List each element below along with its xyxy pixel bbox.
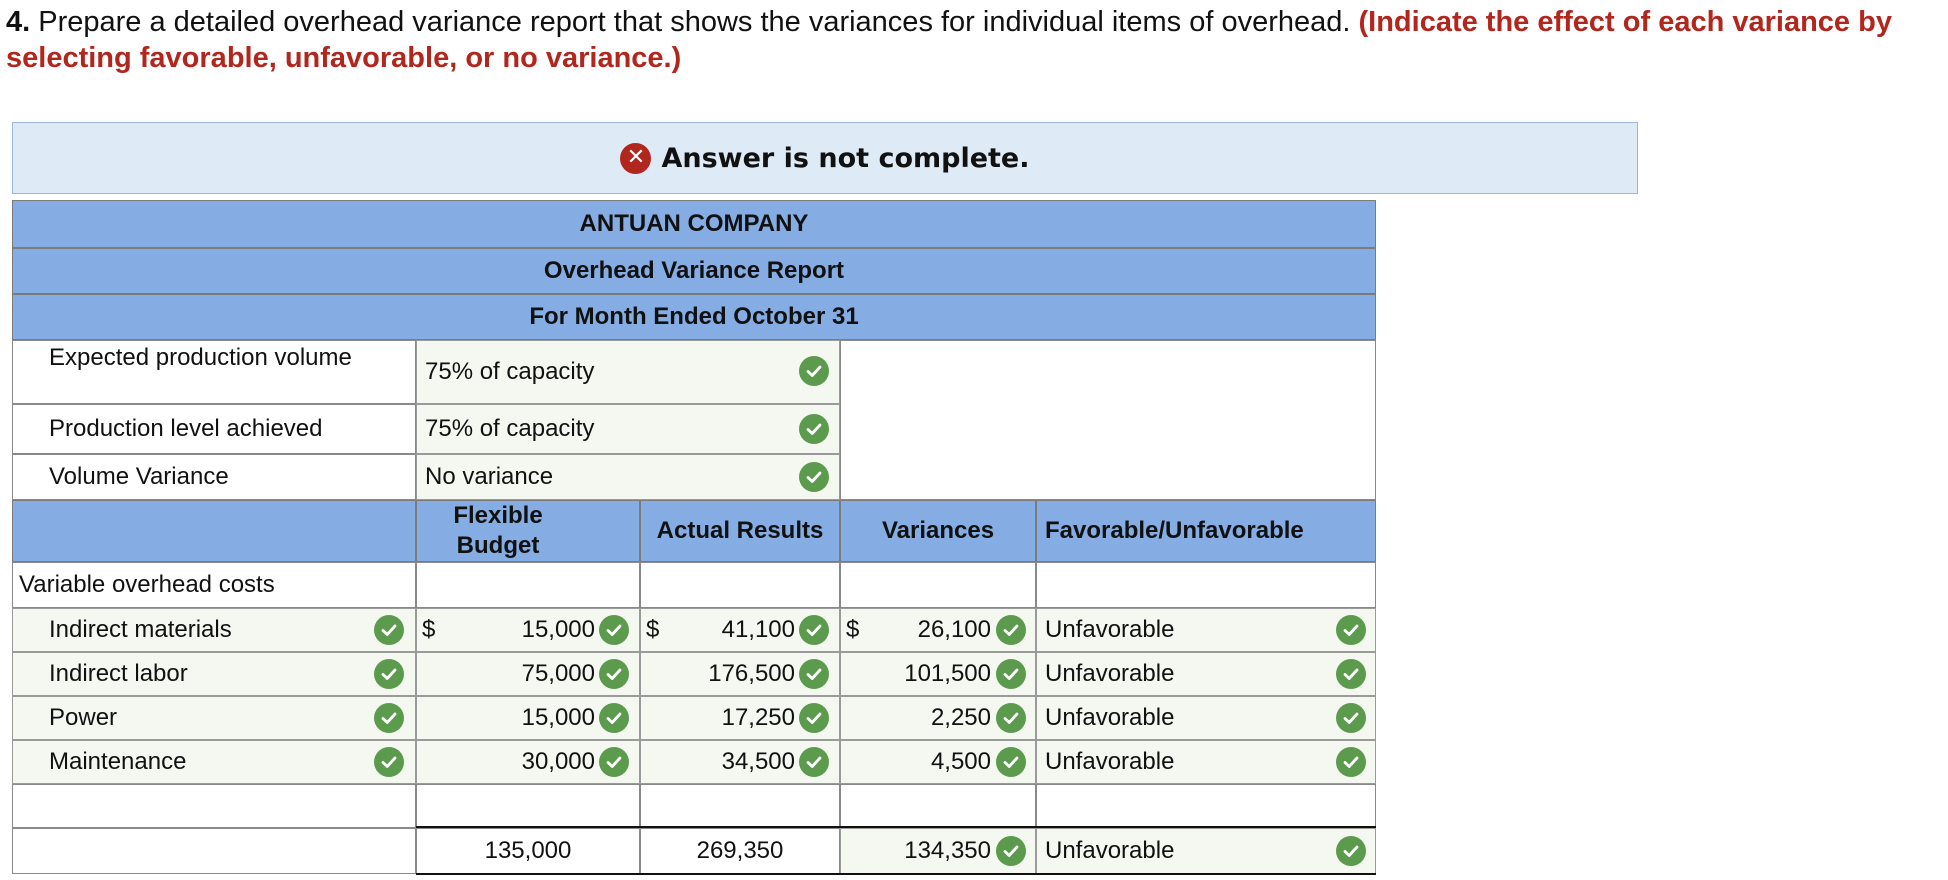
check-icon <box>996 703 1026 733</box>
actual-results-indirect-labor[interactable]: 176,500 <box>640 652 840 696</box>
check-icon <box>599 615 629 645</box>
check-icon <box>996 747 1026 777</box>
question-number: 4. <box>6 6 31 38</box>
empty-cell <box>1036 784 1376 828</box>
total-variance[interactable]: 134,350 <box>840 828 1036 874</box>
answer-status-banner <box>12 122 1638 194</box>
report-company: ANTUAN COMPANY <box>12 200 1376 248</box>
answer-status-text: Answer is not complete. <box>661 142 1030 174</box>
check-icon <box>1336 659 1366 689</box>
blank-area <box>840 340 1376 500</box>
check-icon <box>1336 747 1366 777</box>
column-header-variances: Variances <box>840 500 1036 562</box>
column-header-blank <box>12 500 416 562</box>
section-label-variable-overhead: Variable overhead costs <box>12 562 416 608</box>
check-icon <box>1336 836 1366 866</box>
total-label-cell <box>12 828 416 874</box>
effect-select-indirect-materials[interactable]: Unfavorable <box>1036 608 1376 652</box>
actual-results-indirect-materials[interactable]: 41,100 <box>640 608 840 652</box>
currency-symbol: $ <box>646 616 660 643</box>
check-icon <box>996 836 1026 866</box>
check-icon <box>599 747 629 777</box>
check-icon <box>996 659 1026 689</box>
actual-results-maintenance[interactable]: 34,500 <box>640 740 840 784</box>
check-icon <box>1336 615 1366 645</box>
empty-cell <box>640 784 840 828</box>
check-icon <box>799 462 829 492</box>
check-icon <box>799 414 829 444</box>
overhead-variance-report-table <box>12 200 1376 880</box>
row-label-indirect-labor[interactable]: Indirect labor <box>12 652 416 696</box>
column-header-actual-results: Actual Results <box>640 500 840 562</box>
question-instruction: (Indicate the effect of each variance by selecting favorable, unfavorable, or no variance.) <box>6 6 1892 74</box>
check-icon <box>996 615 1026 645</box>
empty-cell <box>640 562 840 608</box>
effect-select-indirect-labor[interactable]: Unfavorable <box>1036 652 1376 696</box>
report-period: For Month Ended October 31 <box>12 294 1376 340</box>
production-level-input[interactable]: 75% of capacity <box>416 404 840 454</box>
empty-cell <box>416 784 640 828</box>
row-label-power[interactable]: Power <box>12 696 416 740</box>
flexible-budget-maintenance[interactable]: 30,000 <box>416 740 640 784</box>
variance-indirect-labor[interactable]: 101,500 <box>840 652 1036 696</box>
check-icon <box>799 747 829 777</box>
report-title: Overhead Variance Report <box>12 248 1376 294</box>
effect-select-power[interactable]: Unfavorable <box>1036 696 1376 740</box>
check-icon <box>799 659 829 689</box>
check-icon <box>374 703 404 733</box>
question-body: Prepare a detailed overhead variance report that shows the variances for individual items of overhead. <box>30 6 1359 38</box>
check-icon <box>1336 703 1366 733</box>
total-actual-results: 269,350 <box>640 828 840 874</box>
row-label-maintenance[interactable]: Maintenance <box>12 740 416 784</box>
check-icon <box>799 356 829 386</box>
flexible-budget-power[interactable]: 15,000 <box>416 696 640 740</box>
check-icon <box>599 659 629 689</box>
check-icon <box>374 747 404 777</box>
x-circle-icon: ✕ <box>620 143 651 174</box>
total-rule <box>416 826 1376 828</box>
total-effect-select[interactable]: Unfavorable <box>1036 828 1376 874</box>
empty-cell <box>840 562 1036 608</box>
check-icon <box>799 703 829 733</box>
row-label-indirect-materials[interactable]: Indirect materials <box>12 608 416 652</box>
volume-variance-label: Volume Variance <box>12 454 416 500</box>
column-header-flexible-budget: Flexible Budget <box>416 500 640 562</box>
question-text <box>6 4 1926 76</box>
expected-production-label: Expected production volume <box>12 340 416 404</box>
volume-variance-input[interactable]: No variance <box>416 454 840 500</box>
variance-power[interactable]: 2,250 <box>840 696 1036 740</box>
empty-cell <box>1036 562 1376 608</box>
empty-cell <box>416 562 640 608</box>
effect-select-maintenance[interactable]: Unfavorable <box>1036 740 1376 784</box>
check-icon <box>799 615 829 645</box>
check-icon <box>599 703 629 733</box>
total-double-rule <box>416 873 1376 875</box>
column-header-favorable-unfavorable: Favorable/Unfavorable <box>1036 500 1376 562</box>
actual-results-power[interactable]: 17,250 <box>640 696 840 740</box>
total-flexible-budget: 135,000 <box>416 828 640 874</box>
variance-indirect-materials[interactable]: 26,100 <box>840 608 1036 652</box>
currency-symbol: $ <box>422 616 436 643</box>
flexible-budget-indirect-materials[interactable]: 15,000 <box>416 608 640 652</box>
expected-production-input[interactable]: 75% of capacity <box>416 340 840 404</box>
check-icon <box>374 659 404 689</box>
empty-cell <box>840 784 1036 828</box>
currency-symbol: $ <box>846 616 860 643</box>
check-icon <box>374 615 404 645</box>
production-level-label: Production level achieved <box>12 404 416 454</box>
empty-cell <box>12 784 416 828</box>
variance-maintenance[interactable]: 4,500 <box>840 740 1036 784</box>
flexible-budget-indirect-labor[interactable]: 75,000 <box>416 652 640 696</box>
